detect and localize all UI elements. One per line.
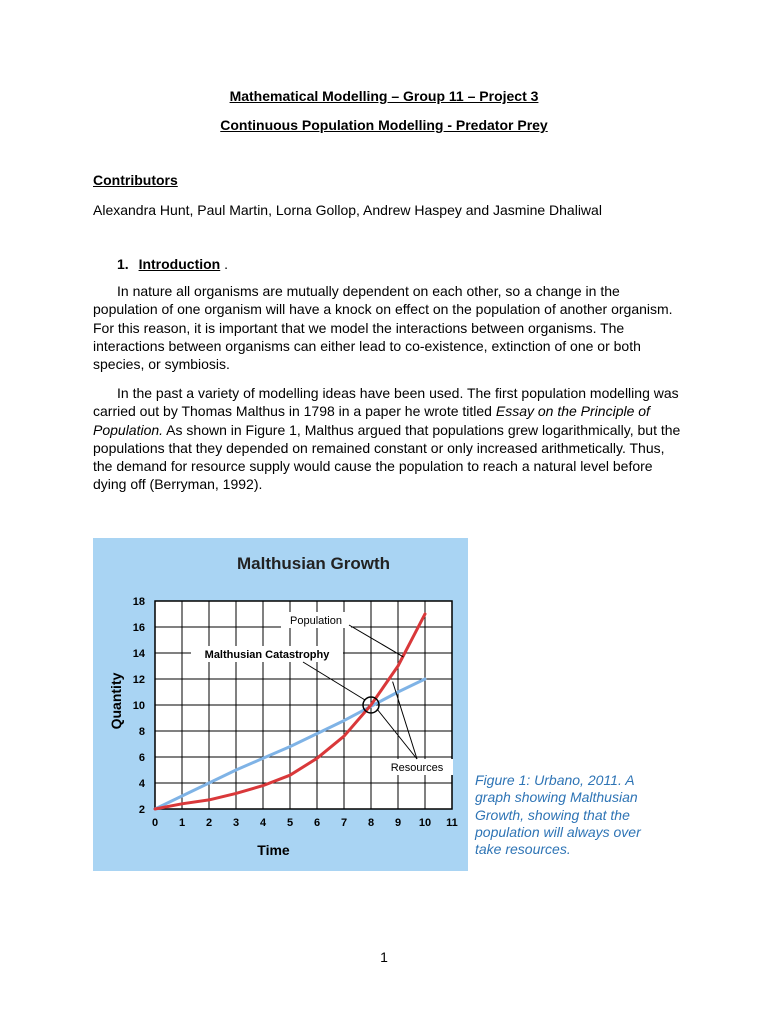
- x-tick-label: 8: [367, 817, 375, 829]
- x-tick-label: 6: [313, 817, 321, 829]
- y-tick-label: 16: [132, 622, 145, 634]
- section-number: 1.: [117, 256, 129, 272]
- y-tick-label: 10: [132, 700, 145, 712]
- page-number: 1: [380, 949, 388, 965]
- x-tick-label: 10: [418, 817, 432, 829]
- chart-svg: [93, 538, 468, 871]
- x-tick-label: 4: [259, 817, 267, 829]
- section-title: Introduction: [138, 256, 221, 272]
- y-axis-label: Quantity: [108, 672, 124, 730]
- paragraph-text: As shown in Figure 1, Malthus argued that populations grew logarithmically, but the populations that they depended on remained constant or only increased arithmetically. Thus, the demand for resource supply would cause the population to reach a natural level before dying off (Berryman, 1992).: [93, 421, 681, 493]
- x-axis-label: Time: [257, 842, 290, 858]
- section-title-trailing: .: [220, 256, 229, 272]
- x-tick-label: 3: [232, 817, 240, 829]
- intro-paragraph-1: In nature all organisms are mutually dependent on each other, so a change in the population of one organism will have a knock on effect on the population of another organism. For this reason, it is important that we model the interactions between organisms. The interactions between organisms can either lead to co-existence, extinction of one or both species, or symbiosis.: [93, 283, 673, 373]
- x-tick-label: 9: [394, 817, 402, 829]
- annotation-resources: Resources: [390, 762, 444, 774]
- annotation-population: Population: [290, 615, 342, 627]
- intro-paragraph-2: [93, 384, 683, 494]
- figure-caption: Figure 1: Urbano, 2011. A graph showing Malthusian Growth, showing that the population will always over take resources.: [475, 772, 641, 858]
- paragraph-text: In the past a variety of modelling ideas have been used. The first population modelling was carried out by Thomas Malthus in 1798 in a paper he wrote titled: [93, 385, 679, 420]
- y-tick-label: 6: [138, 752, 145, 764]
- figure-malthusian-growth: [93, 538, 468, 871]
- x-tick-label: 7: [340, 817, 348, 829]
- contributors-list: Alexandra Hunt, Paul Martin, Lorna Gollop, Andrew Haspey and Jasmine Dhaliwal: [93, 202, 602, 218]
- chart-title: Malthusian Growth: [237, 554, 390, 573]
- x-tick-label: 1: [178, 817, 186, 829]
- document-subtitle: Continuous Population Modelling - Predator Prey: [220, 117, 548, 133]
- document-title: Mathematical Modelling – Group 11 – Project 3: [229, 88, 539, 104]
- y-tick-label: 14: [132, 648, 145, 660]
- contributors-heading: Contributors: [93, 172, 178, 188]
- book-title: Essay on the Principle of Population.: [93, 403, 650, 438]
- y-tick-label: 8: [138, 726, 145, 738]
- y-tick-label: 18: [132, 596, 145, 608]
- y-tick-label: 2: [138, 804, 145, 816]
- x-tick-label: 5: [286, 817, 294, 829]
- section-heading: [117, 256, 228, 272]
- annotation-catastrophy: Malthusian Catastrophy: [204, 649, 330, 661]
- y-tick-label: 12: [132, 674, 145, 686]
- y-tick-label: 4: [138, 778, 145, 790]
- x-tick-label: 2: [205, 817, 213, 829]
- x-tick-label: 11: [446, 817, 458, 829]
- x-tick-label: 0: [151, 817, 159, 829]
